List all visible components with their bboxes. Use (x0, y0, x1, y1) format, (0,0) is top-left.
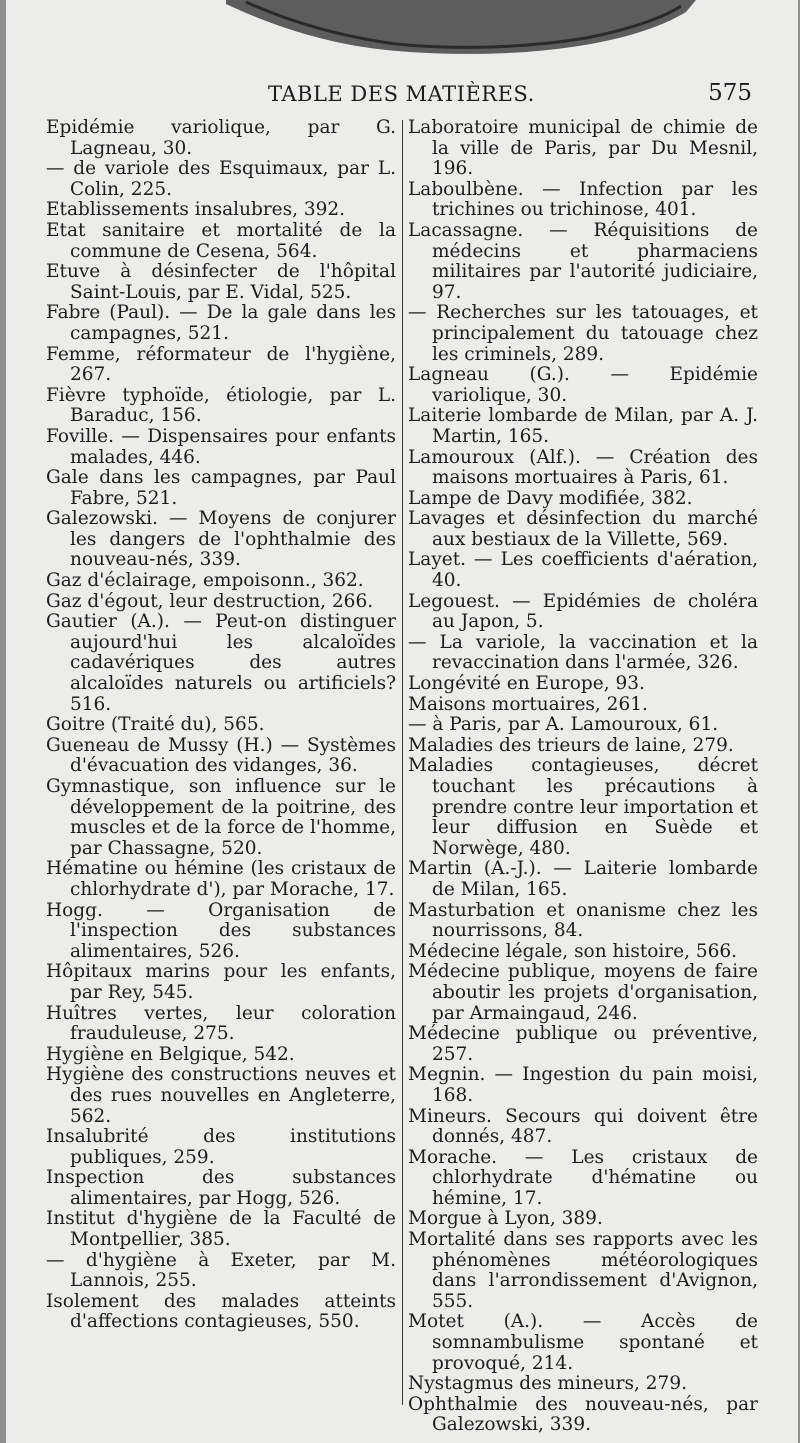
index-entry: Longévité en Europe, 93. (408, 673, 645, 695)
index-entry: Gaz d'éclairage, empoisonn., 362. (46, 570, 364, 592)
index-entry: Lampe de Davy modifiée, 382. (408, 487, 693, 509)
index-entry: Mineurs. Secours qui doivent être donnés, 487. (408, 1105, 758, 1148)
index-entry: — Recherches sur les tatouages, et principalement du tatouage chez les criminels, 289. (408, 302, 758, 365)
index-entry: Médecine publique, moyens de faire aboutir les projets d'organisation, par Armaingaud, 246. (408, 961, 758, 1024)
index-entry: Médecine légale, son histoire, 566. (408, 940, 738, 962)
index-entry: — d'hygiène à Exeter, par M. Lannois, 255. (46, 1249, 396, 1292)
index-entry: Institut d'hygiène de la Faculté de Montpellier, 385. (46, 1208, 396, 1251)
index-entry: Hogg. — Organisation de l'inspection des substances alimentaires, 526. (46, 899, 396, 962)
page-number: 575 (708, 80, 752, 106)
index-entry: — à Paris, par A. Lamouroux, 61. (408, 714, 719, 736)
index-entry: Hôpitaux marins pour les enfants, par Rey, 545. (46, 961, 396, 1003)
index-entry: Gautier (A.). — Peut-on distinguer aujourd'hui les alcaloïdes cadavériques des autres alcaloïdes naturels ou artificiels? 516. (46, 611, 396, 715)
index-entry: Etuve à désinfecter de l'hôpital Saint-Louis, par E. Vidal, 525. (46, 261, 396, 303)
index-entry: Galezowski. — Moyens de conjurer les dangers de l'ophthalmie des nouveau-nés, 339. (46, 508, 396, 571)
document-page (6, 0, 798, 1443)
index-entry: Lamouroux (Alf.). — Création des maisons mortuaires à Paris, 61. (408, 446, 758, 489)
index-entry: Lagneau (G.). — Epidémie variolique, 30. (408, 364, 758, 406)
index-entry: Femme, réformateur de l'hygiène, 267. (46, 343, 396, 386)
index-entry: Legouest. — Epidémies de choléra au Japon, 5. (408, 590, 758, 633)
page-title: TABLE DES MATIÈRES. (268, 82, 535, 106)
index-entry: Goitre (Traité du), 565. (46, 714, 265, 736)
index-entry: Foville. — Dispensaires pour enfants malades, 446. (46, 425, 396, 468)
index-column-right (408, 118, 758, 1436)
index-entry: Fièvre typhoïde, étiologie, par L. Baraduc, 156. (46, 384, 396, 427)
column-divider (402, 120, 403, 1405)
index-entry: Epidémie variolique, par G. Lagneau, 30. (46, 117, 396, 159)
index-entry: Maladies contagieuses, décret touchant les précautions à prendre contre leur importation et leur diffusion en Suède et Norwège, 480. (408, 755, 758, 859)
index-entry: — de variole des Esquimaux, par L. Colin, 225. (46, 158, 396, 200)
index-entry: Gaz d'égout, leur destruction, 266. (46, 590, 374, 612)
index-entry: Laboratoire municipal de chimie de la ville de Paris, par Du Mesnil, 196. (408, 117, 758, 180)
torn-paper-decoration (226, 0, 696, 58)
index-entry: Laboulbène. — Infection par les trichines ou trichinose, 401. (408, 178, 758, 221)
index-entry: Megnin. — Ingestion du pain moisi, 168. (408, 1064, 758, 1106)
index-entry: Hygiène des constructions neuves et des rues nouvelles en Angleterre, 562. (46, 1064, 396, 1127)
index-entry: Morgue à Lyon, 389. (408, 1208, 603, 1230)
index-entry: Huîtres vertes, leur coloration frauduleuse, 275. (46, 1002, 396, 1045)
index-entry: Masturbation et onanisme chez les nourrissons, 84. (408, 899, 758, 942)
index-entry: Isolement des malades atteints d'affections contagieuses, 550. (46, 1290, 396, 1333)
index-entry: Mortalité dans ses rapports avec les phénomènes météorologiques dans l'arrondissement d'Avignon, 555. (408, 1229, 758, 1312)
index-entry: Layet. — Les coefficients d'aération, 40. (408, 549, 758, 592)
index-entry: Morache. — Les cristaux de chlorhydrate d'hématine ou hémine, 17. (408, 1146, 758, 1209)
index-entry: Motet (A.). — Accès de somnambulisme spontané et provoqué, 214. (408, 1311, 758, 1374)
index-entry: Etablissements insalubres, 392. (46, 199, 346, 221)
index-entry: Lavages et désinfection du marché aux bestiaux de la Villette, 569. (408, 508, 758, 550)
index-entry: Médecine publique ou préventive, 257. (408, 1023, 758, 1065)
index-entry: Nystagmus des mineurs, 279. (408, 1373, 687, 1395)
index-entry: Inspection des substances alimentaires, par Hogg, 526. (46, 1167, 396, 1209)
index-entry: Fabre (Paul). — De la gale dans les campagnes, 521. (46, 302, 396, 344)
index-entry: Maisons mortuaires, 261. (408, 693, 648, 715)
index-entry: Ophthalmie des nouveau-nés, par Galezowski, 339. (408, 1393, 758, 1436)
index-entry: Gymnastique, son influence sur le développement de la poitrine, des muscles et de la force de l'homme, par Chassagne, 520. (46, 776, 396, 859)
index-entry: Insalubrité des institutions publiques, 259. (46, 1126, 396, 1168)
index-entry: Hématine ou hémine (les cristaux de chlorhydrate d'), par Morache, 17. (46, 858, 396, 900)
index-entry: Gale dans les campagnes, par Paul Fabre, 521. (46, 467, 396, 509)
index-entry: Maladies des trieurs de laine, 279. (408, 734, 734, 756)
index-entry: Martin (A.-J.). — Laiterie lombarde de Milan, 165. (408, 858, 758, 900)
page-header (6, 78, 798, 114)
index-entry: Hygiène en Belgique, 542. (46, 1043, 295, 1065)
index-entry: Etat sanitaire et mortalité de la commune de Cesena, 564. (46, 219, 396, 262)
index-entry: Laiterie lombarde de Milan, par A. J. Martin, 165. (408, 405, 758, 447)
index-entry: Lacassagne. — Réquisitions de médecins et pharmaciens militaires par l'autorité judiciaire, 97. (408, 219, 758, 303)
index-column-left (46, 118, 396, 1333)
index-entry: Gueneau de Mussy (H.) — Systèmes d'évacuation des vidanges, 36. (46, 734, 396, 777)
index-entry: — La variole, la vaccination et la revaccination dans l'armée, 326. (408, 631, 758, 674)
